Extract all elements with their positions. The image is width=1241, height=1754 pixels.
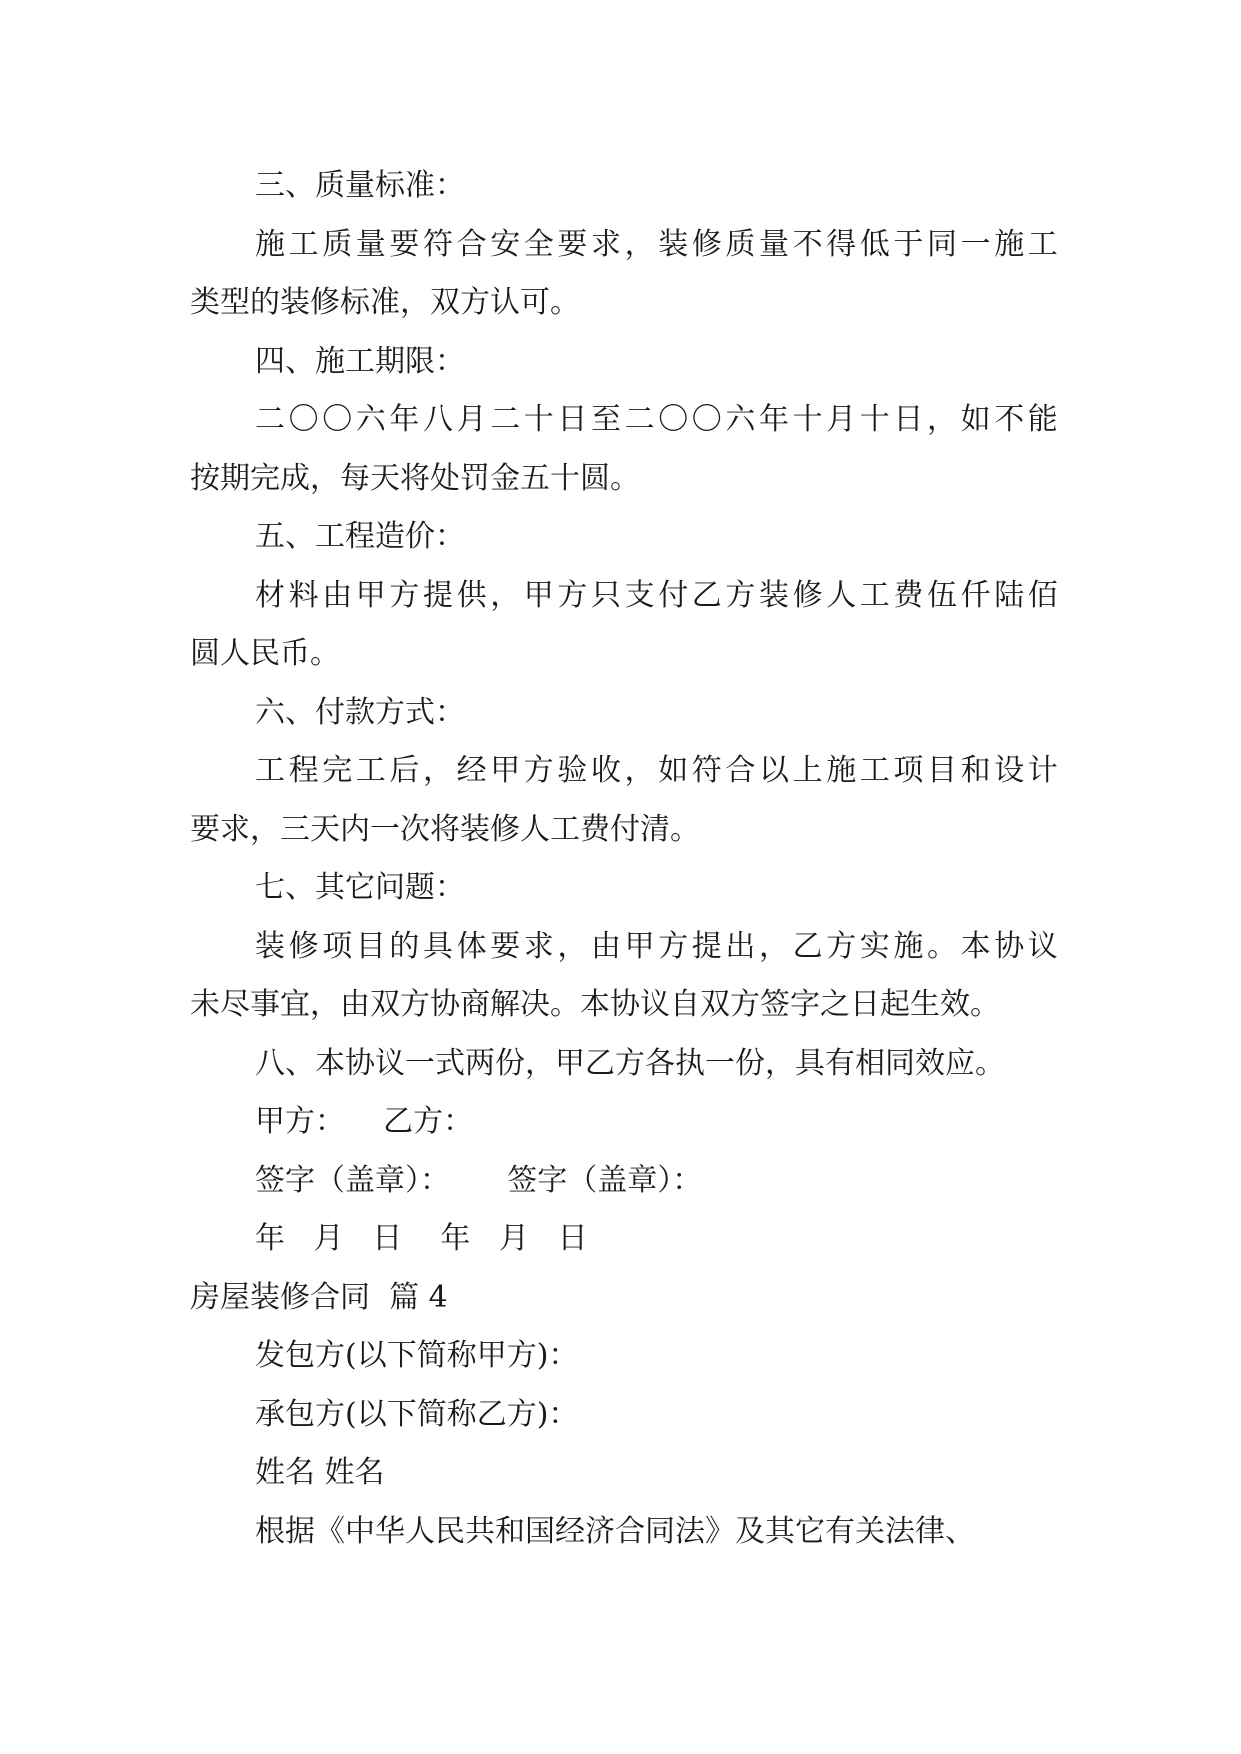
party-labels: 甲方： 乙方： (255, 1104, 474, 1139)
paragraph-line: 未尽事宜，由双方协商解决。本协议自双方签字之日起生效。 (190, 987, 1000, 1022)
paragraph-line: 二〇〇六年八月二十日至二〇〇六年十月十日，如不能 (255, 402, 1062, 437)
section-heading-period: 四、施工期限： (255, 344, 465, 379)
employer-label: 发包方(以下简称甲方)： (255, 1338, 579, 1373)
signature-labels: 签字（盖章）： 签字（盖章）： (255, 1163, 703, 1198)
paragraph-line: 施工质量要符合安全要求，装修质量不得低于同一施工 (255, 227, 1062, 262)
contractor-label: 承包方(以下简称乙方)： (255, 1397, 579, 1432)
paragraph-line: 装修项目的具体要求，由甲方提出，乙方实施。本协议 (255, 929, 1062, 964)
contract-title: 房屋装修合同 篇 4 (190, 1280, 448, 1315)
date-labels: 年 月 日 年 月 日 (255, 1221, 588, 1256)
paragraph-line: 类型的装修标准，双方认可。 (190, 285, 580, 320)
section-heading-payment: 六、付款方式： (255, 695, 465, 730)
paragraph-line: 材料由甲方提供，甲方只支付乙方装修人工费伍仟陆佰 (255, 578, 1062, 613)
section-heading-quality: 三、质量标准： (255, 168, 465, 203)
paragraph-line: 工程完工后，经甲方验收，如符合以上施工项目和设计 (255, 753, 1062, 788)
paragraph-line: 按期完成，每天将处罚金五十圆。 (190, 461, 640, 496)
name-labels: 姓名 姓名 (255, 1455, 385, 1490)
paragraph-line: 八、本协议一式两份，甲乙方各执一份，具有相同效应。 (255, 1046, 1005, 1081)
paragraph-line: 根据《中华人民共和国经济合同法》及其它有关法律、 (255, 1514, 975, 1549)
section-heading-other: 七、其它问题： (255, 870, 465, 905)
paragraph-line: 圆人民币。 (190, 636, 340, 671)
section-heading-cost: 五、工程造价： (255, 519, 465, 554)
paragraph-line: 要求，三天内一次将装修人工费付清。 (190, 812, 700, 847)
